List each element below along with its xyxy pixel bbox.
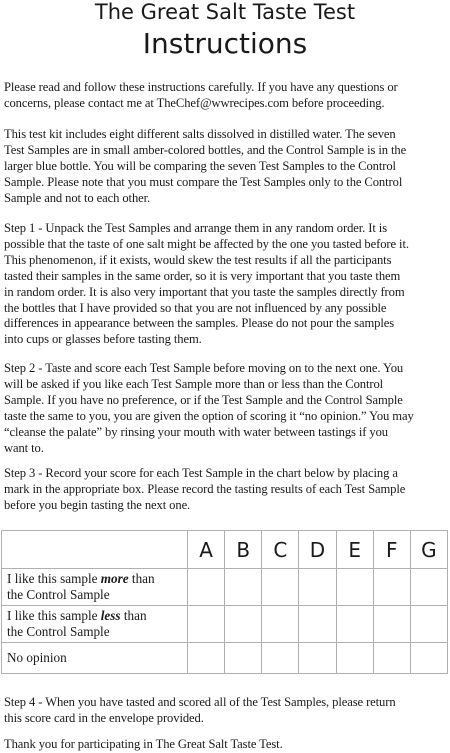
intro-paragraph xyxy=(4,80,450,112)
text-line: taste the same to you, you are given the option of scoring it “no opinion.” You may xyxy=(4,408,414,423)
row-label-no-opinion: No opinion xyxy=(2,643,188,674)
score-box-less-f[interactable] xyxy=(373,606,410,643)
score-box-more-e[interactable] xyxy=(336,569,373,606)
text-line: in random order. It is also very important that you taste the samples directly from xyxy=(4,284,405,299)
text-line: This phenomenon, if it exists, would skew the test results if all the participants xyxy=(4,252,392,267)
text-line: This test kit includes eight different salts dissolved in distilled water. The seven xyxy=(4,127,396,141)
row-label-less xyxy=(2,606,188,643)
column-header-e: E xyxy=(336,531,373,569)
text-line: want to. xyxy=(4,440,44,455)
score-row-more xyxy=(2,569,448,606)
score-box-less-d[interactable] xyxy=(299,606,336,643)
score-box-less-a[interactable] xyxy=(188,606,225,643)
step4-paragraph xyxy=(4,695,450,727)
column-header-c: C xyxy=(262,531,299,569)
score-box-none-d[interactable] xyxy=(299,643,336,674)
score-box-none-f[interactable] xyxy=(373,643,410,674)
column-header-d: D xyxy=(299,531,336,569)
text-line: Step 4 - When you have tasted and scored all of the Test Samples, please return xyxy=(4,695,396,709)
score-box-less-b[interactable] xyxy=(225,606,262,643)
score-table xyxy=(1,530,448,674)
page-subtitle: Instructions xyxy=(142,27,308,60)
text-line: possible that the taste of one salt might be affected by the one you tasted before it. xyxy=(4,236,409,251)
thanks-paragraph xyxy=(4,737,450,753)
text-line: Test Samples are in small amber-colored bottles, and the Control Sample is in the xyxy=(4,142,407,157)
row-label-emphasis: less xyxy=(100,608,121,623)
text-line: Sample and not to each other. xyxy=(4,190,151,205)
text-line: Step 1 - Unpack the Test Samples and arrange them in any random order. It is xyxy=(4,221,387,235)
score-box-more-c[interactable] xyxy=(262,569,299,606)
column-header-g: G xyxy=(410,531,447,569)
score-box-none-e[interactable] xyxy=(336,643,373,674)
step2-paragraph xyxy=(4,361,450,456)
score-box-none-g[interactable] xyxy=(410,643,447,674)
row-label-text: the Control Sample xyxy=(7,624,110,639)
text-line: Please read and follow these instructions carefully. If you have any questions or xyxy=(4,80,398,94)
text-line: Thank you for participating in The Great Salt Taste Test. xyxy=(4,737,283,751)
kit-paragraph xyxy=(4,127,450,207)
text-line: concerns, please contact me at TheChef@wwrecipes.com before proceeding. xyxy=(4,95,385,110)
text-line: will be asked if you like each Test Sample more than or less than the Control xyxy=(4,376,384,391)
score-header-row xyxy=(2,531,448,569)
score-box-more-b[interactable] xyxy=(225,569,262,606)
text-line: Step 3 - Record your score for each Test Sample in the chart below by placing a xyxy=(4,466,398,480)
row-label-text: than xyxy=(128,571,155,586)
step1-paragraph xyxy=(4,221,450,348)
text-line: “cleanse the palate” by rinsing your mouth with water between tastings if you xyxy=(4,424,388,439)
score-box-none-a[interactable] xyxy=(188,643,225,674)
score-box-none-b[interactable] xyxy=(225,643,262,674)
text-line: differences in appearance between the samples. Please do not pour the samples xyxy=(4,316,395,331)
row-label-text: than xyxy=(120,608,147,623)
score-box-more-a[interactable] xyxy=(188,569,225,606)
text-line: larger blue bottle. You will be comparing the seven Test Samples to the Control xyxy=(4,158,396,173)
column-header-f: F xyxy=(373,531,410,569)
text-line: Sample. Please note that you must compare the Test Samples only to the Control xyxy=(4,174,403,189)
text-line: mark in the appropriate box. Please record the tasting results of each Test Sample xyxy=(4,481,406,496)
step3-paragraph xyxy=(4,466,450,514)
text-line: Step 2 - Taste and score each Test Sample before moving on to the next one. You xyxy=(4,361,404,375)
text-line: into cups or glasses before tasting them. xyxy=(4,332,202,347)
column-header-b: B xyxy=(225,531,262,569)
score-box-more-d[interactable] xyxy=(299,569,336,606)
score-box-less-g[interactable] xyxy=(410,606,447,643)
text-line: before you begin tasting the next one. xyxy=(4,497,191,512)
row-label-more xyxy=(2,569,188,606)
row-label-text: the Control Sample xyxy=(7,587,110,602)
score-box-more-g[interactable] xyxy=(410,569,447,606)
header-blank-cell xyxy=(2,531,188,569)
score-box-less-e[interactable] xyxy=(336,606,373,643)
text-line: the bottles that I have provided so that you are not influenced by any possible xyxy=(4,300,387,315)
page-title: The Great Salt Taste Test xyxy=(94,0,356,24)
text-line: this score card in the envelope provided. xyxy=(4,710,204,725)
score-row-no-opinion xyxy=(2,643,448,674)
score-box-more-f[interactable] xyxy=(373,569,410,606)
row-label-text: I like this sample xyxy=(7,571,101,586)
column-header-a: A xyxy=(188,531,225,569)
score-row-less xyxy=(2,606,448,643)
text-line: Sample. If you have no preference, or if the Test Sample and the Control Sample xyxy=(4,392,403,407)
text-line: tasted their samples in the same order, so it is very important that you taste them xyxy=(4,268,401,283)
row-label-text: I like this sample xyxy=(7,608,101,623)
row-label-emphasis: more xyxy=(100,571,129,586)
score-box-none-c[interactable] xyxy=(262,643,299,674)
score-box-less-c[interactable] xyxy=(262,606,299,643)
